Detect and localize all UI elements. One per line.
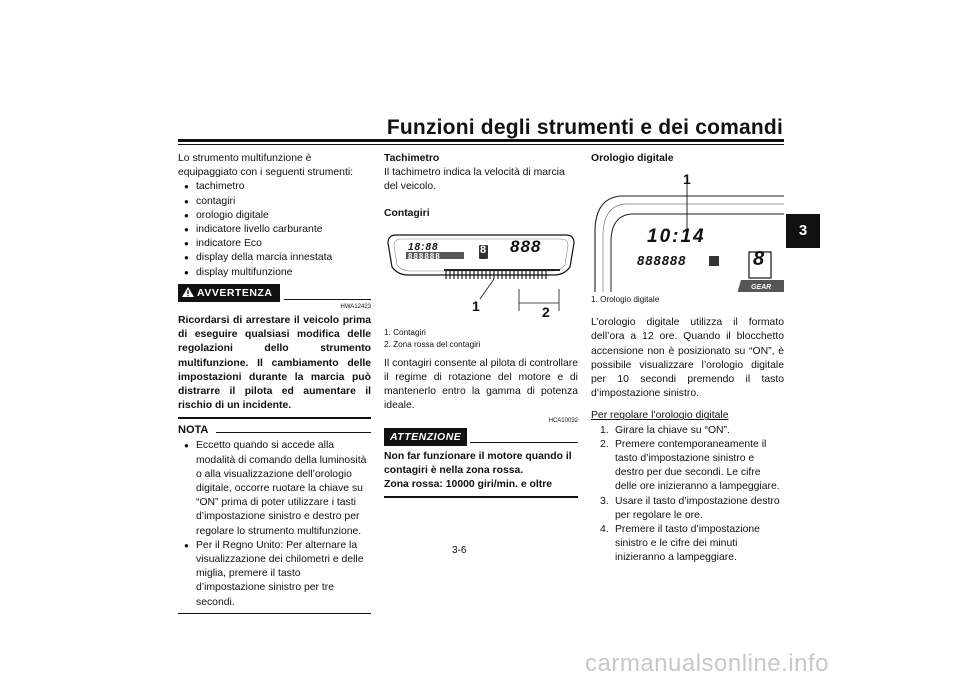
tach-title: Tachimetro [384, 153, 440, 164]
clock-steps [591, 424, 784, 566]
clock-subheading: Per regolare l’orologio digitale [591, 410, 729, 422]
column-2 [384, 152, 578, 498]
list-item: ● indicatore livello carburante [184, 223, 371, 237]
attention-header [384, 428, 578, 446]
list-item: ● display della marcia innestata [184, 251, 371, 265]
list-item: ● tachimetro [184, 180, 371, 194]
tach-text: Il tachimetro indica la velocità di marcia del veicolo. [384, 167, 565, 193]
warning-triangle-icon [182, 287, 194, 297]
nota-header [178, 423, 371, 439]
odo-readout: 888888 [408, 251, 441, 261]
attention-end-rule [384, 496, 578, 498]
chapter-tab: 3 [786, 214, 820, 248]
warning-text: Ricordarsi di arrestare il veicolo prima di eseguire qualsiasi modifica delle regolazioni dello strumento multifunzione. Il cambiamento delle impostazioni durante la marcia può distrarre il pilota ed aumentare il rischio di un incidente. [178, 315, 371, 412]
page-number: 3-6 [452, 545, 467, 556]
figure-caption [384, 327, 578, 351]
list-item: ● orologio digitale [184, 209, 371, 223]
attention-label: ATTENZIONE [384, 428, 467, 446]
gear-readout: 8 [480, 243, 487, 256]
nota-label: NOTA [178, 424, 209, 437]
watermark: carmanualsonline.info [585, 650, 829, 677]
instrument-list [178, 180, 371, 279]
list-item: ● contagiri [184, 195, 371, 209]
rpm-text: Il contagiri consente al pilota di controllare il regime di rotazione del motore e di mantenerlo entro la gamma di potenza ideale. [384, 357, 578, 412]
nota-rule [216, 432, 371, 433]
callout-1: 1 [472, 297, 480, 314]
gear-word: GEAR [751, 284, 772, 292]
step-item: 4. Premere il tasto d’impostazione sinistro e le cifre dei minuti inizieranno a lampeggiare. [600, 524, 760, 564]
clock-callout-1: 1 [683, 171, 691, 188]
warning-label: AVVERTENZA [178, 284, 280, 302]
clock-time-readout: 10:14 [647, 226, 706, 248]
warning-header [178, 284, 371, 304]
rpm-title: Contagiri [384, 207, 430, 219]
header-rule-thin [178, 144, 784, 145]
nota-end-rule [178, 613, 371, 614]
step-item: 3. Usare il tasto d’impostazione destro per regolare le ore. [600, 495, 780, 521]
header-rule [178, 139, 784, 142]
step-item: 2. Premere contemporaneamente il tasto d’impostazione sinistro e destro per due secondi. Le cifre delle ore inizieranno a lampeggiare. [600, 438, 780, 493]
clock-section-title: Orologio digitale [591, 153, 674, 164]
nota-item: ● Per il Regno Unito: Per alternare la visualizzazione dei chilometri e delle miglia, premere il tasto d’impostazione sinistro per tre secondi. [184, 539, 371, 610]
warning-rule [284, 299, 371, 300]
page-title: Funzioni degli strumenti e dei comandi [386, 116, 783, 139]
warning-code: HWA12423 [340, 303, 371, 310]
column-3 [591, 152, 784, 566]
tachometer-figure [384, 227, 578, 327]
clock-readout: 18:88 [408, 241, 439, 253]
clock-text: L’orologio digitale utilizza il formato dell’ora a 12 ore. Quando il blocchetto accensione non è posizionato su “ON”, è possibile visualizzare l’orologio digitale per 10 secondi premendo il tasto d’impostazione sinistro. [591, 317, 784, 400]
nota-item: ● Eccetto quando si accede alla modalità di comando della luminosità o alla visualizzazione dell’orologio digitale, occorre ruotare la chiave su “ON” prima di poter utilizzare i tasti d’impostazione sinistro e destro per regolare lo strumento multifunzione. [184, 439, 371, 538]
list-item: ● indicatore Eco [184, 237, 371, 251]
step-item: 1. Girare la chiave su “ON”. [600, 424, 730, 436]
clock-figure [591, 172, 784, 292]
attention-rule [470, 442, 578, 443]
attention-redzone: Zona rossa: 10000 giri/min. e oltre [384, 479, 553, 491]
nota-list [178, 439, 371, 609]
speed-readout: 888 [510, 236, 542, 256]
attention-code: HCA10032 [548, 417, 578, 424]
intro-text: Lo strumento multifunzione è equipaggiato con i seguenti strumenti: [178, 153, 354, 179]
clock-gear-readout: 8 [753, 248, 765, 271]
clock-odo-readout: 888888 [637, 253, 687, 269]
clock-caption: 1. Orologio digitale [591, 295, 660, 305]
caption-item: 2. Zona rossa del contagiri [384, 339, 481, 349]
warning-end-rule [178, 417, 371, 419]
list-item: ● display multifunzione [184, 266, 371, 280]
column-1 [178, 152, 371, 614]
attention-text: Non far funzionare il motore quando il contagiri è nella zona rossa. [384, 450, 572, 477]
callout-2: 2 [542, 303, 550, 320]
caption-item: 1. Contagiri [384, 327, 426, 337]
